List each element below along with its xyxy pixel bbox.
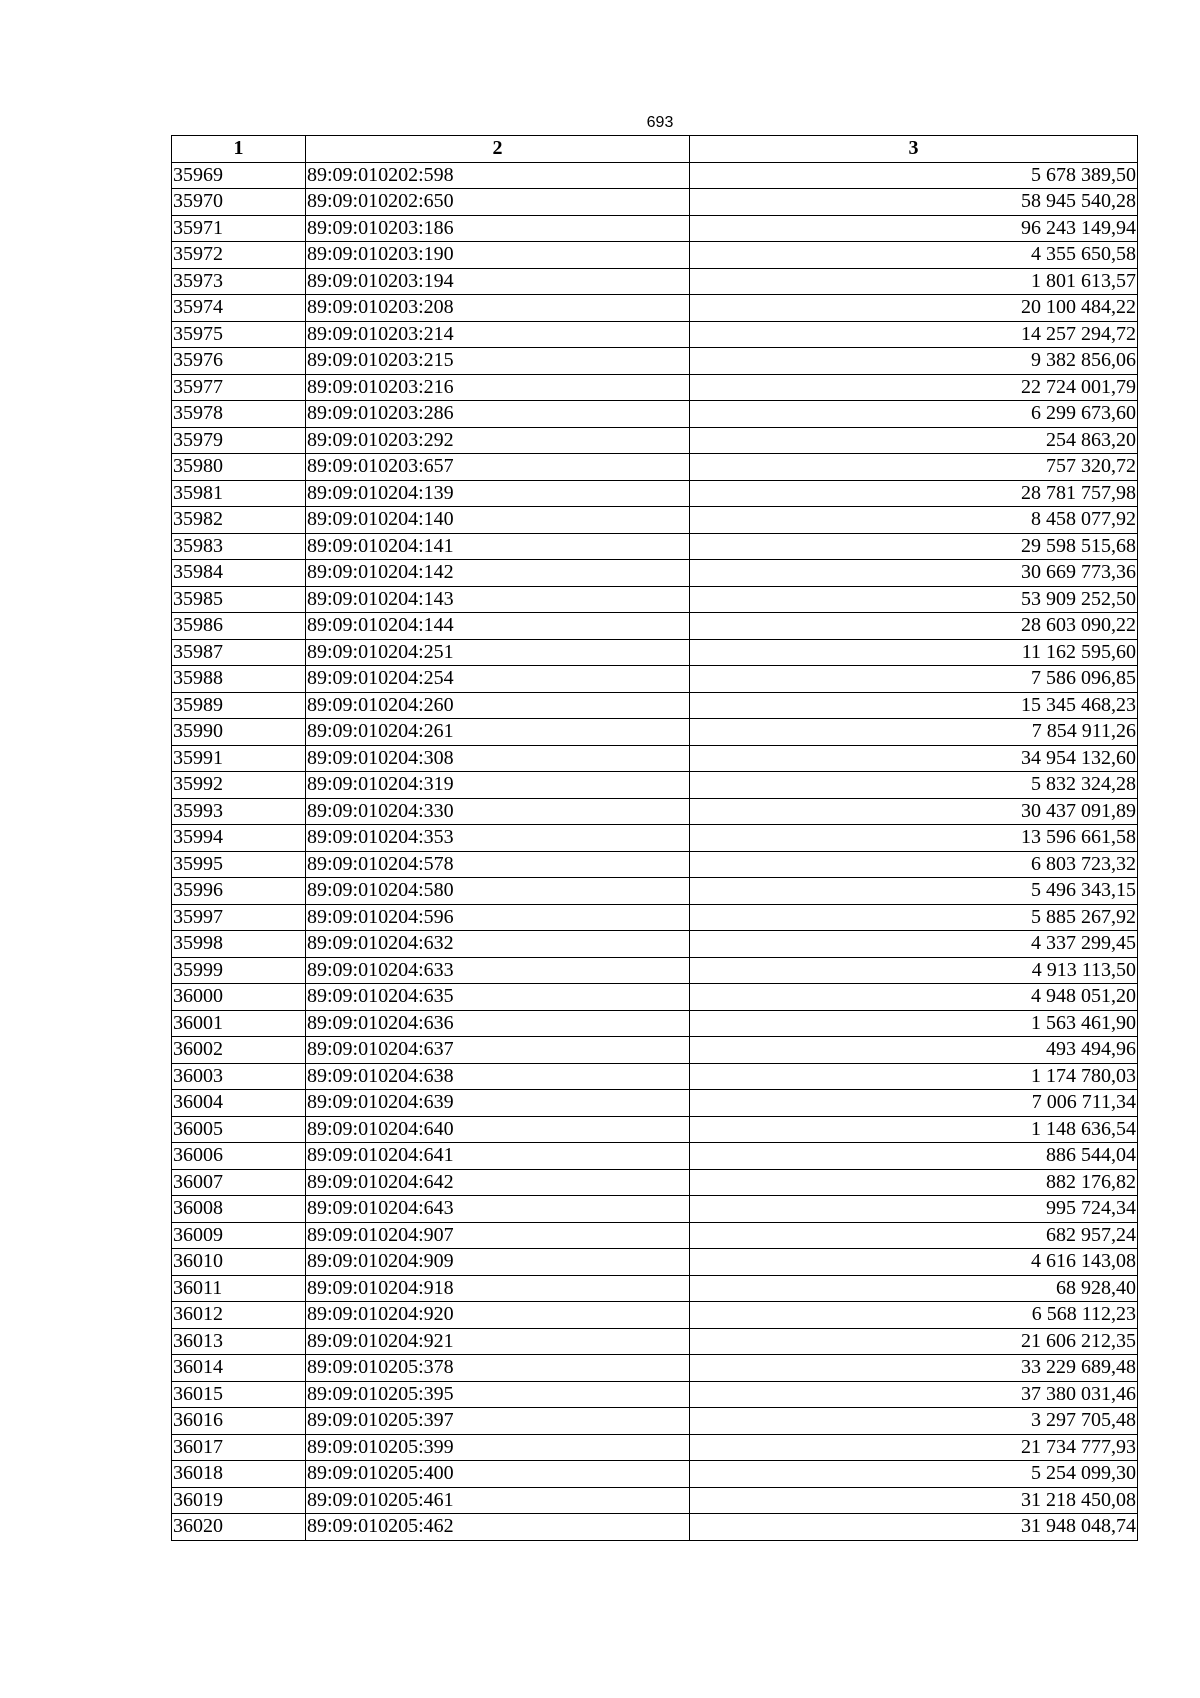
row-number-cell: 35981 (172, 480, 306, 507)
table-row (172, 692, 1138, 719)
table-row (172, 1328, 1138, 1355)
value-cell: 96 243 149,94 (690, 215, 1138, 242)
table-row (172, 1249, 1138, 1276)
cadastral-number-cell: 89:09:010204:578 (306, 851, 690, 878)
table-row (172, 586, 1138, 613)
cadastral-number-cell: 89:09:010203:190 (306, 242, 690, 269)
table-row (172, 1169, 1138, 1196)
value-cell: 7 006 711,34 (690, 1090, 1138, 1117)
cadastral-number-cell: 89:09:010204:635 (306, 984, 690, 1011)
value-cell: 7 586 096,85 (690, 666, 1138, 693)
table-row (172, 1434, 1138, 1461)
table-row (172, 878, 1138, 905)
value-cell: 34 954 132,60 (690, 745, 1138, 772)
row-number-cell: 35978 (172, 401, 306, 428)
row-number-cell: 35993 (172, 798, 306, 825)
table-row (172, 401, 1138, 428)
cadastral-number-cell: 89:09:010203:208 (306, 295, 690, 322)
row-number-cell: 35973 (172, 268, 306, 295)
row-number-cell: 36003 (172, 1063, 306, 1090)
value-cell: 29 598 515,68 (690, 533, 1138, 560)
row-number-cell: 35990 (172, 719, 306, 746)
cadastral-number-cell: 89:09:010205:397 (306, 1408, 690, 1435)
row-number-cell: 36010 (172, 1249, 306, 1276)
cadastral-number-cell: 89:09:010204:140 (306, 507, 690, 534)
row-number-cell: 35971 (172, 215, 306, 242)
row-number-cell: 36007 (172, 1169, 306, 1196)
row-number-cell: 36002 (172, 1037, 306, 1064)
value-cell: 11 162 595,60 (690, 639, 1138, 666)
row-number-cell: 35975 (172, 321, 306, 348)
table-row (172, 1381, 1138, 1408)
cadastral-number-cell: 89:09:010204:632 (306, 931, 690, 958)
table-row (172, 798, 1138, 825)
table-row (172, 189, 1138, 216)
value-cell: 4 337 299,45 (690, 931, 1138, 958)
table-row (172, 719, 1138, 746)
cadastral-number-cell: 89:09:010204:144 (306, 613, 690, 640)
value-cell: 4 948 051,20 (690, 984, 1138, 1011)
cadastral-number-cell: 89:09:010204:319 (306, 772, 690, 799)
cadastral-number-cell: 89:09:010204:254 (306, 666, 690, 693)
column-header-2: 2 (306, 136, 690, 163)
value-cell: 882 176,82 (690, 1169, 1138, 1196)
cadastral-number-cell: 89:09:010204:330 (306, 798, 690, 825)
cadastral-number-cell: 89:09:010204:139 (306, 480, 690, 507)
table-row (172, 904, 1138, 931)
value-cell: 30 669 773,36 (690, 560, 1138, 587)
value-cell: 1 148 636,54 (690, 1116, 1138, 1143)
cadastral-number-cell: 89:09:010204:596 (306, 904, 690, 931)
row-number-cell: 36009 (172, 1222, 306, 1249)
row-number-cell: 36015 (172, 1381, 306, 1408)
value-cell: 6 299 673,60 (690, 401, 1138, 428)
table-row (172, 666, 1138, 693)
table-body (172, 162, 1138, 1540)
cadastral-number-cell: 89:09:010204:251 (306, 639, 690, 666)
cadastral-number-cell: 89:09:010204:353 (306, 825, 690, 852)
row-number-cell: 36012 (172, 1302, 306, 1329)
row-number-cell: 35991 (172, 745, 306, 772)
table-row (172, 321, 1138, 348)
cadastral-number-cell: 89:09:010205:462 (306, 1514, 690, 1541)
value-cell: 13 596 661,58 (690, 825, 1138, 852)
table-row (172, 162, 1138, 189)
table-row (172, 1222, 1138, 1249)
cadastral-number-cell: 89:09:010203:216 (306, 374, 690, 401)
cadastral-number-cell: 89:09:010204:261 (306, 719, 690, 746)
table-row (172, 268, 1138, 295)
table-row (172, 825, 1138, 852)
row-number-cell: 35986 (172, 613, 306, 640)
table-row (172, 957, 1138, 984)
row-number-cell: 36019 (172, 1487, 306, 1514)
cadastral-number-cell: 89:09:010204:640 (306, 1116, 690, 1143)
table-row (172, 772, 1138, 799)
value-cell: 1 563 461,90 (690, 1010, 1138, 1037)
value-cell: 5 885 267,92 (690, 904, 1138, 931)
value-cell: 5 496 343,15 (690, 878, 1138, 905)
cadastral-number-cell: 89:09:010204:642 (306, 1169, 690, 1196)
row-number-cell: 35988 (172, 666, 306, 693)
row-number-cell: 36005 (172, 1116, 306, 1143)
cadastral-number-cell: 89:09:010204:909 (306, 1249, 690, 1276)
table-row (172, 480, 1138, 507)
cadastral-number-cell: 89:09:010204:580 (306, 878, 690, 905)
row-number-cell: 35996 (172, 878, 306, 905)
row-number-cell: 36020 (172, 1514, 306, 1541)
row-number-cell: 35983 (172, 533, 306, 560)
row-number-cell: 36006 (172, 1143, 306, 1170)
table-row (172, 931, 1138, 958)
row-number-cell: 35985 (172, 586, 306, 613)
cadastral-number-cell: 89:09:010205:461 (306, 1487, 690, 1514)
value-cell: 20 100 484,22 (690, 295, 1138, 322)
value-cell: 21 734 777,93 (690, 1434, 1138, 1461)
value-cell: 995 724,34 (690, 1196, 1138, 1223)
value-cell: 5 832 324,28 (690, 772, 1138, 799)
table-row (172, 427, 1138, 454)
table-row (172, 348, 1138, 375)
value-cell: 22 724 001,79 (690, 374, 1138, 401)
table-row (172, 215, 1138, 242)
cadastral-number-cell: 89:09:010204:637 (306, 1037, 690, 1064)
value-cell: 1 801 613,57 (690, 268, 1138, 295)
row-number-cell: 35982 (172, 507, 306, 534)
cadastral-number-cell: 89:09:010205:378 (306, 1355, 690, 1382)
row-number-cell: 35997 (172, 904, 306, 931)
row-number-cell: 35976 (172, 348, 306, 375)
row-number-cell: 35974 (172, 295, 306, 322)
table-row (172, 1302, 1138, 1329)
value-cell: 254 863,20 (690, 427, 1138, 454)
row-number-cell: 36008 (172, 1196, 306, 1223)
value-cell: 1 174 780,03 (690, 1063, 1138, 1090)
cadastral-number-cell: 89:09:010204:638 (306, 1063, 690, 1090)
value-cell: 33 229 689,48 (690, 1355, 1138, 1382)
table-row (172, 295, 1138, 322)
table-row (172, 851, 1138, 878)
row-number-cell: 35989 (172, 692, 306, 719)
cadastral-number-cell: 89:09:010204:142 (306, 560, 690, 587)
table-row (172, 1408, 1138, 1435)
row-number-cell: 35977 (172, 374, 306, 401)
row-number-cell: 35994 (172, 825, 306, 852)
value-cell: 14 257 294,72 (690, 321, 1138, 348)
value-cell: 31 218 450,08 (690, 1487, 1138, 1514)
column-header-3: 3 (690, 136, 1138, 163)
registry-table (171, 135, 1138, 1541)
row-number-cell: 35980 (172, 454, 306, 481)
value-cell: 682 957,24 (690, 1222, 1138, 1249)
header-row (172, 136, 1138, 163)
row-number-cell: 36017 (172, 1434, 306, 1461)
cadastral-number-cell: 89:09:010204:920 (306, 1302, 690, 1329)
cadastral-number-cell: 89:09:010204:308 (306, 745, 690, 772)
table-row (172, 1143, 1138, 1170)
cadastral-number-cell: 89:09:010202:650 (306, 189, 690, 216)
value-cell: 21 606 212,35 (690, 1328, 1138, 1355)
table-row (172, 1461, 1138, 1488)
cadastral-number-cell: 89:09:010203:657 (306, 454, 690, 481)
value-cell: 7 854 911,26 (690, 719, 1138, 746)
cadastral-number-cell: 89:09:010205:400 (306, 1461, 690, 1488)
value-cell: 3 297 705,48 (690, 1408, 1138, 1435)
row-number-cell: 36001 (172, 1010, 306, 1037)
row-number-cell: 36011 (172, 1275, 306, 1302)
row-number-cell: 36014 (172, 1355, 306, 1382)
column-header-1: 1 (172, 136, 306, 163)
row-number-cell: 36004 (172, 1090, 306, 1117)
table-row (172, 1355, 1138, 1382)
value-cell: 757 320,72 (690, 454, 1138, 481)
cadastral-number-cell: 89:09:010202:598 (306, 162, 690, 189)
page-number: 693 (646, 114, 674, 131)
value-cell: 31 948 048,74 (690, 1514, 1138, 1541)
cadastral-number-cell: 89:09:010204:921 (306, 1328, 690, 1355)
value-cell: 5 678 389,50 (690, 162, 1138, 189)
row-number-cell: 35992 (172, 772, 306, 799)
value-cell: 53 909 252,50 (690, 586, 1138, 613)
table-row (172, 1010, 1138, 1037)
row-number-cell: 35969 (172, 162, 306, 189)
table-row (172, 639, 1138, 666)
value-cell: 28 603 090,22 (690, 613, 1138, 640)
table-row (172, 560, 1138, 587)
cadastral-number-cell: 89:09:010203:214 (306, 321, 690, 348)
cadastral-number-cell: 89:09:010203:194 (306, 268, 690, 295)
value-cell: 4 913 113,50 (690, 957, 1138, 984)
row-number-cell: 35979 (172, 427, 306, 454)
table-row (172, 507, 1138, 534)
row-number-cell: 35999 (172, 957, 306, 984)
cadastral-number-cell: 89:09:010205:399 (306, 1434, 690, 1461)
value-cell: 493 494,96 (690, 1037, 1138, 1064)
value-cell: 30 437 091,89 (690, 798, 1138, 825)
table-row (172, 1514, 1138, 1541)
value-cell: 6 568 112,23 (690, 1302, 1138, 1329)
cadastral-number-cell: 89:09:010204:907 (306, 1222, 690, 1249)
value-cell: 28 781 757,98 (690, 480, 1138, 507)
cadastral-number-cell: 89:09:010204:639 (306, 1090, 690, 1117)
table-row (172, 1063, 1138, 1090)
table-row (172, 984, 1138, 1011)
table-row (172, 1487, 1138, 1514)
cadastral-number-cell: 89:09:010204:260 (306, 692, 690, 719)
value-cell: 15 345 468,23 (690, 692, 1138, 719)
row-number-cell: 35998 (172, 931, 306, 958)
cadastral-number-cell: 89:09:010204:643 (306, 1196, 690, 1223)
cadastral-number-cell: 89:09:010203:292 (306, 427, 690, 454)
value-cell: 4 355 650,58 (690, 242, 1138, 269)
cadastral-number-cell: 89:09:010204:141 (306, 533, 690, 560)
table-row (172, 1275, 1138, 1302)
row-number-cell: 36013 (172, 1328, 306, 1355)
value-cell: 886 544,04 (690, 1143, 1138, 1170)
value-cell: 37 380 031,46 (690, 1381, 1138, 1408)
cadastral-number-cell: 89:09:010204:636 (306, 1010, 690, 1037)
row-number-cell: 36016 (172, 1408, 306, 1435)
row-number-cell: 35970 (172, 189, 306, 216)
row-number-cell: 36018 (172, 1461, 306, 1488)
table-header (172, 136, 1138, 163)
row-number-cell: 35987 (172, 639, 306, 666)
row-number-cell: 36000 (172, 984, 306, 1011)
table-row (172, 374, 1138, 401)
cadastral-number-cell: 89:09:010204:641 (306, 1143, 690, 1170)
table-row (172, 454, 1138, 481)
cadastral-number-cell: 89:09:010204:143 (306, 586, 690, 613)
table-row (172, 242, 1138, 269)
value-cell: 6 803 723,32 (690, 851, 1138, 878)
cadastral-number-cell: 89:09:010204:633 (306, 957, 690, 984)
value-cell: 4 616 143,08 (690, 1249, 1138, 1276)
table-row (172, 1090, 1138, 1117)
table-row (172, 1037, 1138, 1064)
cadastral-number-cell: 89:09:010203:215 (306, 348, 690, 375)
cadastral-number-cell: 89:09:010204:918 (306, 1275, 690, 1302)
value-cell: 68 928,40 (690, 1275, 1138, 1302)
cadastral-number-cell: 89:09:010205:395 (306, 1381, 690, 1408)
row-number-cell: 35995 (172, 851, 306, 878)
value-cell: 58 945 540,28 (690, 189, 1138, 216)
value-cell: 5 254 099,30 (690, 1461, 1138, 1488)
value-cell: 8 458 077,92 (690, 507, 1138, 534)
table-row (172, 1116, 1138, 1143)
cadastral-number-cell: 89:09:010203:186 (306, 215, 690, 242)
row-number-cell: 35984 (172, 560, 306, 587)
table-row (172, 1196, 1138, 1223)
value-cell: 9 382 856,06 (690, 348, 1138, 375)
table-row (172, 533, 1138, 560)
row-number-cell: 35972 (172, 242, 306, 269)
table-row (172, 613, 1138, 640)
cadastral-number-cell: 89:09:010203:286 (306, 401, 690, 428)
table-row (172, 745, 1138, 772)
